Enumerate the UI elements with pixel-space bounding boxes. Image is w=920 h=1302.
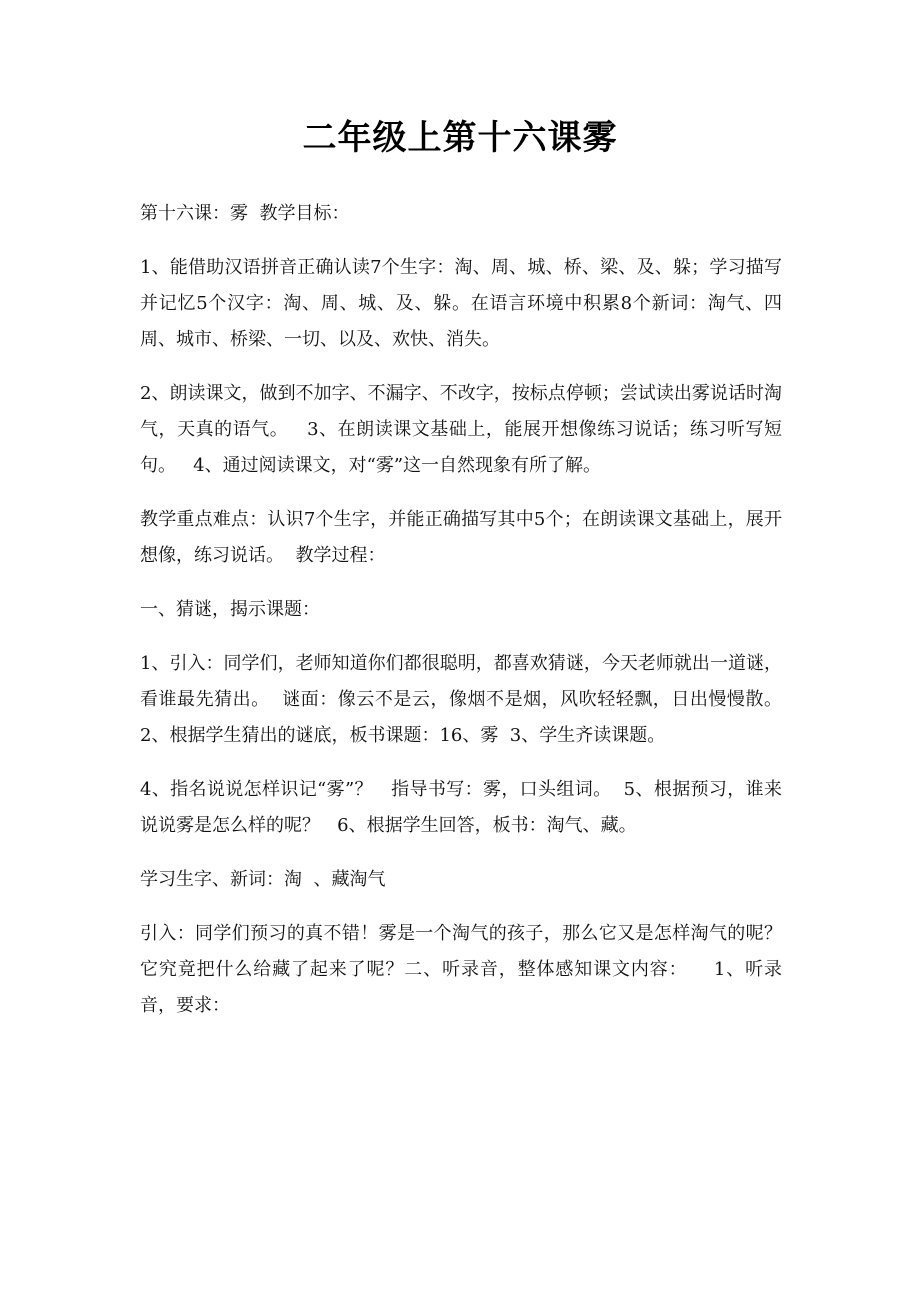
paragraph-steps-4-6: 4、指名说说怎样识记“雾”？ 指导书写：雾，口头组词。 5、根据预习，谁来说说雾是怎么样的呢？ 6、根据学生回答，板书：淘气、藏。 (140, 779, 782, 836)
document-title: 二年级上第十六课雾 (302, 118, 618, 158)
paragraph-lesson-heading: 第十六课：雾 教学目标： (140, 203, 350, 224)
paragraph-goals-2-4: 2、朗读课文，做到不加字、不漏字、不改字，按标点停顿；尝试读出雾说话时淘气，天真的语气。 3、在朗读课文基础上，能展开想像练习说话；练习听写短句。 4、通过阅读课文，对“雾”这一自然现象有所了解。 (140, 383, 782, 476)
paragraph-goal-1: 1、能借助汉语拼音正确认读7个生字：淘、周、城、桥、梁、及、躲；学习描写并记忆5个汉字：淘、周、城、及、躲。在语言环境中积累8个新词：淘气、四周、城市、桥梁、一切、以及、欢快、消失。 (140, 257, 782, 350)
paragraph-section-one: 一、猜谜，揭示课题： (140, 599, 320, 620)
paragraph-riddle: 1、引入：同学们，老师知道你们都很聪明，都喜欢猜谜，今天老师就出一道谜，看谁最先猜出。 谜面：像云不是云，像烟不是烟，风吹轻轻飘，日出慢慢散。 2、根据学生猜出的谜底，板书课题：16、雾 3、学生齐读课题。 (140, 653, 794, 746)
paragraph-key-points: 教学重点难点：认识7个生字，并能正确描写其中5个；在朗读课文基础上，展开想像，练习说话。 教学过程： (140, 509, 782, 566)
document-body (140, 196, 794, 1042)
paragraph-introduction: 引入：同学们预习的真不错！雾是一个淘气的孩子，那么它又是怎样淘气的呢？它究竟把什么给藏了起来了呢？二、听录音，整体感知课文内容： 1、听录音，要求： (140, 923, 782, 1016)
paragraph-new-words: 学习生字、新词：淘 、藏淘气 (140, 869, 386, 890)
